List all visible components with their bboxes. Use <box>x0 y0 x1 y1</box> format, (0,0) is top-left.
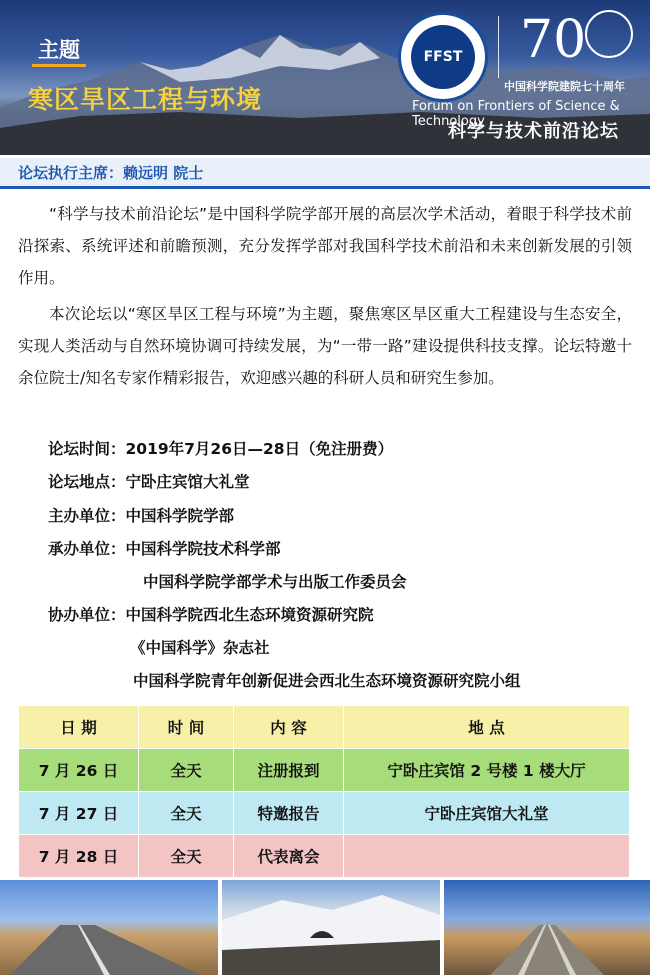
cas-emblem-icon <box>585 10 633 58</box>
forum-time: 论坛时间：2019年7月26日—28日（免注册费） <box>48 440 394 458</box>
table-row <box>19 835 630 878</box>
cell-content: 注册报到 <box>234 749 344 792</box>
railway-illustration <box>444 880 650 975</box>
header-time: 时 间 <box>139 706 234 749</box>
cas-anniversary-text: 中国科学院建院七十周年 <box>504 80 625 93</box>
co-organizer-unit-2: 《中国科学》杂志社 <box>130 639 270 657</box>
cell-location: 宁卧庄宾馆 2 号楼 1 楼大厅 <box>344 749 630 792</box>
topic-label: 主题 <box>32 34 86 67</box>
executive-chair: 论坛执行主席：赖远明 院士 <box>18 164 204 182</box>
highway-photo <box>0 880 218 975</box>
schedule-header-row <box>19 706 630 749</box>
cell-content: 特邀报告 <box>234 792 344 835</box>
ffst-logo-text: FFST <box>411 25 475 89</box>
table-row <box>19 749 630 792</box>
cell-location: 宁卧庄宾馆大礼堂 <box>344 792 630 835</box>
chair-bar <box>0 158 650 189</box>
header-date: 日 期 <box>19 706 139 749</box>
cell-location <box>344 835 630 878</box>
forum-name-cn: 科学与技术前沿论坛 <box>448 121 619 142</box>
highway-illustration <box>0 880 218 975</box>
co-organizer-unit: 协办单位：中国科学院西北生态环境资源研究院 <box>48 606 374 624</box>
cell-date: 7 月 26 日 <box>19 749 139 792</box>
header-location: 地 点 <box>344 706 630 749</box>
host-unit: 主办单位：中国科学院学部 <box>48 507 235 525</box>
forum-venue: 论坛地点：宁卧庄宾馆大礼堂 <box>48 473 250 491</box>
organizer-unit: 承办单位：中国科学院技术科学部 <box>48 540 281 558</box>
ffst-logo <box>398 12 488 102</box>
cell-date: 7 月 27 日 <box>19 792 139 835</box>
anniversary-70-logo: 70 <box>520 10 587 70</box>
cell-content: 代表离会 <box>234 835 344 878</box>
intro-paragraph: “科学与技术前沿论坛”是中国科学院学部开展的高层次学术活动，着眼于科学技术前沿探索、系统评述和前瞻预测，充分发挥学部对我国科学技术前沿和未来创新发展的引领作用。 <box>18 205 632 287</box>
cell-time: 全天 <box>139 792 234 835</box>
topic-title: 寒区旱区工程与环境 <box>28 85 263 114</box>
tunnel-photo <box>222 880 440 975</box>
co-organizer-unit-3: 中国科学院青年创新促进会西北生态环境资源研究院小组 <box>133 672 521 690</box>
table-row <box>19 792 630 835</box>
cell-time: 全天 <box>139 835 234 878</box>
cell-time: 全天 <box>139 749 234 792</box>
organizer-unit-2: 中国科学院学部学术与出版工作委员会 <box>143 573 407 591</box>
forum-name-en: Forum on Frontiers of Science & Technology <box>412 99 620 129</box>
header-banner <box>0 0 650 155</box>
schedule-table <box>18 705 630 878</box>
footer-photo-strip <box>0 880 650 975</box>
theme-paragraph: 本次论坛以“寒区旱区工程与环境”为主题，聚焦寒区旱区重大工程建设与生态安全，实现人类活动与自然环境协调可持续发展，为“一带一路”建设提供科技支撑。论坛特邀十余位院士/知名专家作精彩报告，欢迎感兴趣的科研人员和研究生参加。 <box>18 305 632 387</box>
header-content: 内 容 <box>234 706 344 749</box>
tunnel-illustration <box>222 880 440 975</box>
railway-photo <box>444 880 650 975</box>
logo-divider <box>498 16 499 78</box>
cell-date: 7 月 28 日 <box>19 835 139 878</box>
